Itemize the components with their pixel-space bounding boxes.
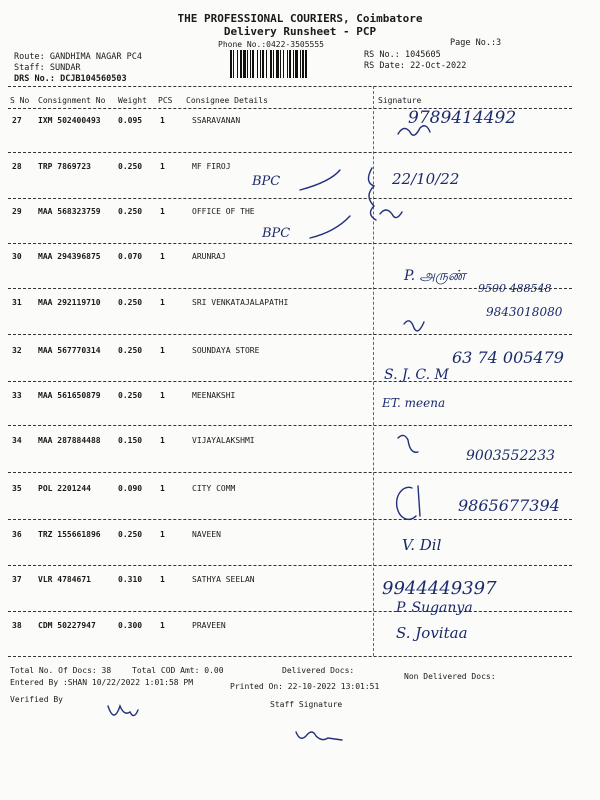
cell-sno: 34 <box>12 436 22 445</box>
cell-consignment: MAA 294396875 <box>38 252 101 261</box>
cell-pcs: 1 <box>160 346 165 355</box>
handwritten-sign-32: S. J. C. M <box>384 367 449 383</box>
cell-pcs: 1 <box>160 116 165 125</box>
col-header-signature: Signature <box>378 96 422 105</box>
sign-stroke-28 <box>300 170 340 190</box>
handwritten-name-37: P. Suganya <box>396 600 473 616</box>
cell-consignee: SATHYA SEELAN <box>192 575 255 584</box>
cell-sno: 31 <box>12 298 22 307</box>
signature-scribble-29 <box>380 210 402 218</box>
rs-date-value: 22-Oct-2022 <box>410 61 467 71</box>
cell-weight: 0.250 <box>118 298 143 307</box>
cell-weight: 0.250 <box>118 391 143 400</box>
handwritten-bpc-28: BPC <box>252 174 281 189</box>
cell-consignee: ARUNRAJ <box>192 252 226 261</box>
cell-pcs: 1 <box>160 621 165 630</box>
signature-scribble-31 <box>404 321 424 331</box>
col-header-consignment: Consignment No <box>38 96 106 105</box>
rs-date-label: RS Date: <box>364 61 405 71</box>
staff-signature-sign <box>296 732 342 740</box>
handwritten-phone-35: 9865677394 <box>458 496 560 515</box>
cell-weight: 0.250 <box>118 530 143 539</box>
cell-consignment: MAA 561650879 <box>38 391 101 400</box>
cell-weight: 0.310 <box>118 575 143 584</box>
cell-weight: 0.070 <box>118 252 143 261</box>
cell-sno: 29 <box>12 207 22 216</box>
cell-sno: 36 <box>12 530 22 539</box>
handwritten-sign-33: ET. meena <box>382 396 446 410</box>
cell-consignment: VLR 4784671 <box>38 575 91 584</box>
cell-weight: 0.250 <box>118 346 143 355</box>
cell-consignee: SRI VENKATAJALAPATHI <box>192 298 289 307</box>
cell-weight: 0.095 <box>118 116 143 125</box>
phone-number: Phone No.:0422-3505555 <box>218 40 324 49</box>
sign-stroke-29 <box>310 216 350 238</box>
document-subtitle: Delivery Runsheet - PCP <box>223 25 377 38</box>
drs-label: DRS No.: <box>14 74 55 84</box>
cell-consignment: MAA 567770314 <box>38 346 101 355</box>
cell-pcs: 1 <box>160 252 165 261</box>
cell-sno: 30 <box>12 252 22 261</box>
handwritten-phone-32: 63 74 005479 <box>452 348 564 367</box>
rs-no-value: 1045605 <box>404 50 441 60</box>
handwritten-name-38: S. Jovitaa <box>396 624 468 642</box>
handwritten-phone-37: 9944449397 <box>382 578 497 599</box>
cell-pcs: 1 <box>160 484 165 493</box>
non-delivered-docs: Non Delivered Docs: <box>404 672 496 681</box>
col-header-weight: Weight <box>118 96 147 105</box>
cell-weight: 0.300 <box>118 621 143 630</box>
cell-consignment: MAA 568323759 <box>38 207 101 216</box>
signature-scribble-28 <box>368 168 376 220</box>
cell-consignee: VIJAYALAKSHMI <box>192 436 255 445</box>
cell-consignee: CITY COMM <box>192 484 236 493</box>
cell-sno: 33 <box>12 391 22 400</box>
col-header-pcs: PCS <box>158 96 173 105</box>
handwritten-phone-30: 9500 488548 <box>478 282 552 295</box>
cell-pcs: 1 <box>160 162 165 171</box>
cell-sno: 35 <box>12 484 22 493</box>
cell-consignee: MF FIROJ <box>192 162 231 171</box>
handwritten-phone-31: 9843018080 <box>486 305 563 319</box>
cell-pcs: 1 <box>160 207 165 216</box>
handwritten-name-30: P. அருண் <box>404 268 466 284</box>
staff-value: SUNDAR <box>49 63 81 73</box>
cell-consignment: MAA 287884488 <box>38 436 101 445</box>
total-cod: Total COD Amt: 0.00 <box>132 666 224 675</box>
staff-signature-label: Staff Signature <box>270 700 343 709</box>
cell-sno: 38 <box>12 621 22 630</box>
drs-value: DCJB104560503 <box>60 74 127 84</box>
cell-sno: 27 <box>12 116 22 125</box>
cell-pcs: 1 <box>160 530 165 539</box>
cell-consignment: MAA 292119710 <box>38 298 101 307</box>
cell-pcs: 1 <box>160 575 165 584</box>
handwritten-bpc-29: BPC <box>262 226 291 241</box>
verified-by-label: Verified By <box>10 695 63 704</box>
cell-consignment: TRZ 155661896 <box>38 530 101 539</box>
cell-weight: 0.150 <box>118 436 143 445</box>
cell-consignee: MEENAKSHI <box>192 391 236 400</box>
signature-scribble-35 <box>397 486 420 519</box>
cell-consignee: NAVEEN <box>192 530 221 539</box>
handwritten-phone-27: 9789414492 <box>408 108 517 128</box>
handwritten-phone-34: 9003552233 <box>466 448 556 464</box>
page-number: Page No.:3 <box>450 38 502 48</box>
route-label: Route: <box>14 52 45 62</box>
cell-weight: 0.250 <box>118 162 143 171</box>
handwritten-sign-36: V. Dil <box>402 536 442 554</box>
delivered-docs: Delivered Docs: <box>282 666 355 675</box>
cell-sno: 37 <box>12 575 22 584</box>
cell-consignee: OFFICE OF THE <box>192 207 255 216</box>
printed-on: Printed On: 22-10-2022 13:01:51 <box>230 682 380 691</box>
col-header-consignee: Consignee Details <box>186 96 268 105</box>
company-title: THE PROFESSIONAL COURIERS, Coimbatore <box>177 12 423 25</box>
cell-consignment: CDM 50227947 <box>38 621 96 630</box>
signature-scribble-34 <box>398 435 418 452</box>
cell-pcs: 1 <box>160 298 165 307</box>
total-docs: Total No. Of Docs: 38 <box>10 666 112 675</box>
cell-pcs: 1 <box>160 391 165 400</box>
cell-consignee: SOUNDAYA STORE <box>192 346 260 355</box>
cell-weight: 0.250 <box>118 207 143 216</box>
entered-by: Entered By :SHAN 10/22/2022 1:01:58 PM <box>10 678 194 687</box>
cell-consignment: TRP 7869723 <box>38 162 91 171</box>
cell-consignment: IXM 502400493 <box>38 116 101 125</box>
cell-weight: 0.090 <box>118 484 143 493</box>
staff-label: Staff: <box>14 63 45 73</box>
cell-sno: 28 <box>12 162 22 171</box>
cell-pcs: 1 <box>160 436 165 445</box>
cell-consignee: PRAVEEN <box>192 621 226 630</box>
cell-sno: 32 <box>12 346 22 355</box>
cell-consignee: SSARAVANAN <box>192 116 241 125</box>
handwritten-date-28: 22/10/22 <box>392 170 460 188</box>
verified-by-sign <box>108 706 138 716</box>
col-header-sno: S No <box>10 96 30 105</box>
route-value: GANDHIMA NAGAR PC4 <box>49 52 142 62</box>
cell-consignment: POL 2201244 <box>38 484 91 493</box>
rs-no-label: RS No.: <box>364 50 400 60</box>
